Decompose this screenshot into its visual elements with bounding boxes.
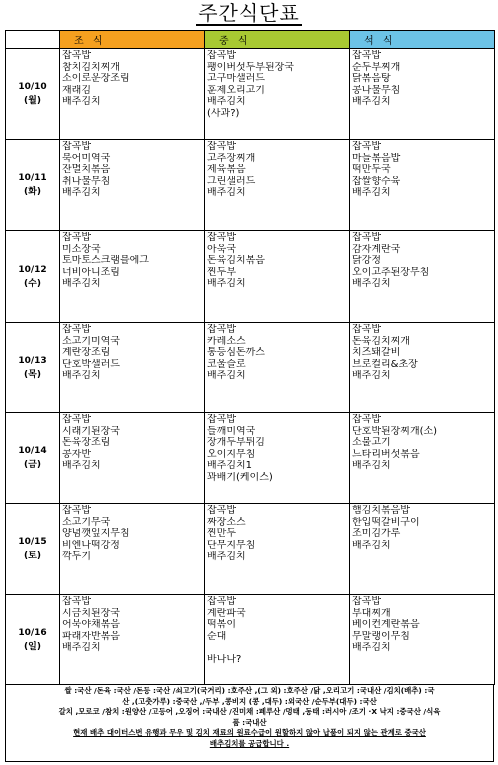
menu-item: 통등심돈까스 [207, 347, 265, 359]
menu-item: 단호박된장찌개(소) [352, 425, 438, 437]
menu-item: 한입떡갈비구이 [352, 516, 420, 528]
lunch-cell [205, 323, 350, 413]
date-cell [6, 140, 60, 231]
menu-item: 돈육장조림 [62, 437, 111, 449]
menu-item: 닭볶음탕 [352, 73, 391, 85]
breakfast-cell [60, 49, 205, 140]
lunch-cell [205, 140, 350, 231]
dinner-cell [350, 49, 495, 140]
menu-item: 제육볶음 [207, 164, 246, 176]
menu-item: 떡만두국 [352, 164, 391, 176]
weekday-label: (토) [24, 551, 41, 561]
weekday-label: (금) [24, 460, 41, 470]
header-row [6, 31, 495, 49]
lunch-cell [205, 231, 350, 323]
menu-item: 비엔나떡강정 [62, 539, 120, 551]
menu-item: 짜장소스 [207, 516, 246, 528]
menu-item: 잡곡밥 [62, 505, 91, 516]
weekly-menu-table [5, 30, 495, 685]
date-cell [6, 504, 60, 595]
menu-item: 잡곡밥 [207, 505, 236, 516]
menu-item: 잡곡밥 [352, 414, 381, 425]
menu-item: 배추김치 [62, 96, 101, 108]
menu-item: 오이고추된장무침 [352, 266, 430, 278]
menu-item: 배추김치 [352, 460, 391, 472]
menu-item: 잡곡밥 [352, 232, 381, 243]
menu-item: 배추김치 [62, 642, 101, 654]
menu-item: 순두부찌개 [352, 61, 401, 73]
header-breakfast: 조 식 [60, 31, 205, 49]
menu-item: 감자계란국 [352, 243, 401, 255]
date-cell [6, 595, 60, 685]
menu-item: 단호박샐러드 [62, 358, 120, 370]
menu-item: 잡곡밥 [352, 50, 381, 61]
menu-item: 잡곡밥 [62, 596, 91, 607]
menu-item: 배추김치1 [207, 460, 253, 472]
menu-item: 배추김치 [207, 187, 246, 199]
breakfast-cell [60, 323, 205, 413]
menu-item: 꽈배기(케이스) [207, 471, 273, 483]
breakfast-cell [60, 413, 205, 504]
day-row [6, 504, 495, 595]
menu-item: 콩자반 [62, 448, 91, 460]
menu-item: 취나물무침 [62, 175, 111, 187]
weekday-label: (수) [24, 278, 41, 289]
menu-item: 팽이버섯두부된장국 [207, 61, 294, 73]
menu-item: 무말랭이무침 [352, 630, 410, 642]
header-dinner: 석 식 [350, 31, 495, 49]
menu-item: 떡볶이 [207, 619, 236, 631]
menu-item: 어묵야채볶음 [62, 619, 120, 631]
menu-item: 고추장찌개 [207, 152, 256, 164]
date-cell [6, 231, 60, 323]
menu-item: 배추김치 [207, 96, 246, 108]
menu-item: 배추김치 [352, 187, 391, 199]
dinner-cell [350, 323, 495, 413]
dinner-cell [350, 595, 495, 685]
menu-item: 콩나물무침 [352, 84, 401, 96]
date-label: 10/11 [18, 173, 47, 183]
menu-item: 북어미역국 [62, 152, 111, 164]
menu-item: 배추김치 [207, 370, 246, 382]
menu-item: 코울슬로 [207, 358, 246, 370]
date-label: 10/14 [18, 446, 47, 456]
menu-item: 잡곡밥 [62, 324, 91, 335]
breakfast-cell [60, 504, 205, 595]
menu-item: 잔멸치볶음 [62, 164, 111, 176]
menu-item: 잡곡밥 [207, 596, 236, 607]
lunch-cell [205, 413, 350, 504]
menu-item: 카레소스 [207, 335, 246, 347]
menu-item: 단무지무침 [207, 539, 256, 551]
menu-item: 바나나? [207, 653, 242, 665]
menu-item: 느타리버섯볶음 [352, 448, 420, 460]
menu-item: 배추김치 [62, 278, 101, 290]
date-label: 10/16 [18, 627, 47, 638]
menu-item: 배추김치 [352, 278, 391, 290]
breakfast-cell [60, 140, 205, 231]
menu-item: 소이로운장조림 [62, 73, 130, 85]
menu-item: 계란장조림 [62, 347, 111, 359]
dinner-cell [350, 413, 495, 504]
origin-line: 산 ,(고춧가루) :중국산 ,/두부 ,콩비지 (콩 ,대두) :외국산 /순두부(대두) :국산 [122, 696, 377, 706]
menu-item: 아욱국 [207, 243, 236, 255]
menu-item: 잡곡밥 [62, 141, 91, 152]
lunch-cell [205, 49, 350, 140]
day-row [6, 49, 495, 140]
day-row [6, 140, 495, 231]
date-cell [6, 49, 60, 140]
menu-item: 배추김치 [62, 187, 101, 199]
menu-item: 배추김치 [207, 551, 246, 563]
weekday-label: (화) [24, 187, 41, 197]
menu-item: 부대찌개 [352, 607, 391, 619]
menu-item: 참치김치찌개 [62, 61, 120, 73]
menu-item: 양념깻잎지무침 [62, 528, 130, 540]
page-title-text: 주간식단표 [198, 1, 300, 25]
menu-item: 찐두부 [207, 266, 236, 278]
menu-item: 마늘볶음밥 [352, 152, 401, 164]
menu-item: 배추김치 [62, 370, 101, 382]
menu-item: 잡곡밥 [207, 141, 236, 152]
menu-item: 베이컨계란볶음 [352, 619, 420, 631]
dinner-cell [350, 140, 495, 231]
menu-item: 시래기된장국 [62, 425, 120, 437]
dinner-cell [350, 231, 495, 323]
menu-item: 잡곡밥 [352, 596, 381, 607]
menu-item: 오이지무침 [207, 448, 256, 460]
date-label: 10/15 [18, 537, 47, 547]
menu-item: 돈육김치볶음 [207, 255, 265, 267]
menu-item: 배추김치 [352, 642, 391, 654]
weekday-label: (목) [24, 369, 41, 380]
lunch-cell [205, 595, 350, 685]
menu-item: 깍두기 [62, 551, 91, 563]
menu-item: 고구마샐러드 [207, 73, 265, 85]
header-date [6, 31, 60, 49]
menu-item: 파래자반볶음 [62, 630, 120, 642]
date-label: 10/13 [18, 355, 47, 366]
breakfast-cell [60, 231, 205, 323]
menu-item: 배추김치 [352, 539, 391, 551]
menu-item: 소고기무국 [62, 516, 111, 528]
menu-item: 잡곡밥 [352, 141, 381, 152]
date-label: 10/12 [18, 264, 47, 275]
menu-item: 치즈돼갈비 [352, 347, 401, 359]
notice-line: 배추김치를 공급합니다 . [209, 738, 290, 748]
menu-item: 찐만두 [207, 528, 236, 540]
menu-item: 토마토스크램블에그 [62, 255, 149, 267]
menu-item: 잡쌀향수육 [352, 175, 401, 187]
day-row [6, 413, 495, 504]
menu-item: 미소장국 [62, 243, 101, 255]
menu-item: 조미김가루 [352, 528, 401, 540]
weekday-label: (일) [24, 641, 41, 652]
dinner-cell [350, 504, 495, 595]
menu-item: 배추김치 [352, 370, 391, 382]
menu-item: (사과?) [207, 107, 240, 119]
menu-item: 햄김치볶음밥 [352, 505, 410, 516]
menu-item: 계란파국 [207, 607, 246, 619]
menu-item: 잡곡밥 [62, 232, 91, 243]
menu-item: 배추김치 [352, 96, 391, 108]
origin-line: 쌀 :국산 /돈육 :국산 /돈등 :국산 /쇠고기(국거리) :호주산 ,(그 외) :호주산 /닭 ,오리고기 :국내산 /김치(배추) :국 [64, 686, 435, 695]
menu-item: 너비아니조림 [62, 266, 120, 278]
menu-item: 배추김치 [62, 460, 101, 472]
menu-item: 순대 [207, 630, 227, 642]
day-row [6, 323, 495, 413]
menu-item: 잡곡밥 [207, 414, 236, 425]
date-label: 10/10 [18, 82, 47, 92]
weekday-label: (월) [24, 96, 41, 106]
menu-item: 잡곡밥 [207, 50, 236, 61]
day-row [6, 595, 495, 685]
origin-footer [5, 684, 494, 762]
menu-item: 돈육김치찌개 [352, 335, 410, 347]
menu-item: 소고기미역국 [62, 335, 120, 347]
menu-item: 잡곡밥 [62, 414, 91, 425]
header-lunch: 중 식 [205, 31, 350, 49]
menu-item: 훈제오리고기 [207, 84, 265, 96]
origin-line: 품 :국내산 [232, 717, 267, 727]
menu-item: 배추김치 [207, 278, 246, 290]
menu-item: 시금치된장국 [62, 607, 120, 619]
menu-item [207, 642, 347, 654]
origin-line: 갈치 ,모로코 /참치 :원양산 /고등어 ,오징어 :국내산 /진미채 :페루산 /멍태 ,동태 :러시아 /조기 ·X 낙지 :중국산 /식육 [58, 707, 441, 717]
menu-item: 닭강정 [352, 255, 381, 267]
menu-item: 재래김 [62, 84, 91, 96]
day-row [6, 231, 495, 323]
menu-item: 브로컬리&초장 [352, 358, 418, 370]
menu-item: 잡곡밥 [207, 324, 236, 335]
page-title [0, 0, 498, 28]
lunch-cell [205, 504, 350, 595]
menu-item: 들깨미역국 [207, 425, 256, 437]
menu-item: 잡곡밥 [352, 324, 381, 335]
date-cell [6, 323, 60, 413]
menu-item: 장개두부튀김 [207, 437, 265, 449]
date-cell [6, 413, 60, 504]
menu-item: 잡곡밥 [207, 232, 236, 243]
menu-item: 소불고기 [352, 437, 391, 449]
notice-line: 현재 배추 대이터스번 유행과 무우 및 김치 재료의 원료수급이 원할하지 않아 납품이 되지 않는 관계로 중국산 [73, 728, 426, 738]
breakfast-cell [60, 595, 205, 685]
menu-item: 그린샐러드 [207, 175, 256, 187]
menu-item: 잡곡밥 [62, 50, 91, 61]
